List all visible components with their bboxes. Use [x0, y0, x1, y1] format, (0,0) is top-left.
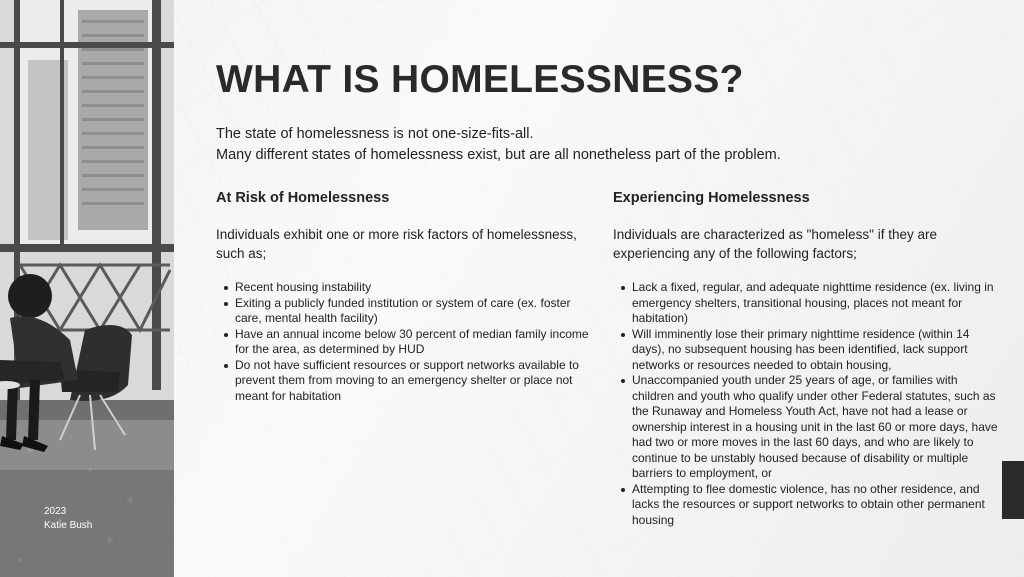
list-item: Exiting a publicly funded institution or system of care (ex. foster care, mental health facility) [216, 296, 596, 327]
decorative-tab [1002, 461, 1024, 519]
list-item: Unaccompanied youth under 25 years of age, or families with children and youth who qualify under other Federal statutes, such as the Runaway and Homeless Youth Act, have not had a lease or ownership interest in a housing unit in the last 60 or more days, have had two or more moves in the last 60 days, and who are likely to continue to be unstably housed because of disability or multiple barriers to employment, or [613, 373, 998, 482]
experiencing-heading: Experiencing Homelessness [613, 190, 810, 206]
at-risk-list [216, 280, 596, 404]
list-item: Will imminently lose their primary nighttime residence (within 14 days), no subsequent housing has been identified, lack support networks or resources needed to obtain housing, [613, 327, 998, 374]
list-item: Attempting to flee domestic violence, has no other residence, and lacks the resources or support networks to obtain other permanent housing [613, 482, 998, 529]
list-item: Have an annual income below 30 percent of median family income for the area, as determined by HUD [216, 327, 596, 358]
list-item: Do not have sufficient resources or support networks available to prevent them from moving to an emergency shelter or place not meant for habitation [216, 358, 596, 405]
intro-line-1: The state of homelessness is not one-size-fits-all. [216, 126, 534, 142]
page-title: WHAT IS HOMELESSNESS? [216, 58, 744, 101]
intro-line-2: Many different states of homelessness exist, but are all nonetheless part of the problem. [216, 147, 781, 163]
experiencing-lead: Individuals are characterized as "homeless" if they are experiencing any of the following factors; [613, 227, 937, 261]
caption-year: 2023 [44, 506, 67, 517]
office-photo [0, 0, 174, 577]
photo-caption [44, 505, 92, 533]
at-risk-lead: Individuals exhibit one or more risk factors of homelessness, such as; [216, 227, 577, 261]
caption-author: Katie Bush [44, 520, 93, 531]
experiencing-list [613, 280, 998, 528]
at-risk-column [216, 190, 596, 404]
list-item: Lack a fixed, regular, and adequate nighttime residence (ex. living in emergency shelters, transitional housing, places not meant for habitation) [613, 280, 998, 327]
experiencing-column [613, 190, 998, 528]
list-item: Recent housing instability [216, 280, 596, 296]
at-risk-heading: At Risk of Homelessness [216, 190, 390, 206]
photo-panel [0, 0, 174, 577]
intro-text [216, 124, 781, 166]
